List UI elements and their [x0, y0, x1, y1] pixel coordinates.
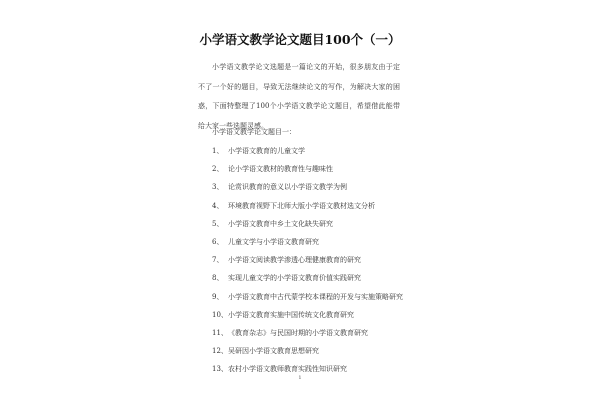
topic-text: 小学语文教育实施中国传统文化教育研究: [228, 310, 354, 319]
topic-text: 论小学语文教材的教育性与趣味性: [228, 165, 333, 174]
topic-item: [212, 201, 462, 219]
topic-text: 儿童文学与小学语文教育研究: [228, 237, 319, 246]
intro-paragraph: 小学语文教学论文选题是一篇论文的开始，很多朋友由于定不了一个好的题目，导致无法继续论文的写作，为解决大家的困惑，下面特整理了100个小学语文教学论文题目，希望借此能带给大家一些选题灵感。: [198, 63, 400, 130]
topic-number: 10、: [212, 310, 228, 319]
topic-item: [212, 310, 462, 328]
topic-text: 农村小学语文教师教育实践性知识研究: [228, 365, 347, 374]
topic-text: 论赏识教育的意义以小学语文教学为例: [228, 183, 347, 192]
topics-subheading: 小学语文教学论文题目一：: [212, 128, 296, 136]
topic-item: [212, 182, 462, 200]
topic-number: 3、: [212, 183, 224, 192]
topic-item: [212, 219, 462, 237]
topic-text: 小学语文教育的儿童文学: [228, 147, 305, 155]
topic-text: 实现儿童文学的小学语文教育价值实践研究: [228, 274, 361, 283]
document-title: 小学语文教学论文题目100个（一）: [199, 32, 401, 47]
topic-text: 小学语文阅读教学渗透心理健康教育的研究: [228, 256, 361, 265]
topic-item: [212, 292, 462, 310]
topic-text: 《教育杂志》与民国时期的小学语文教育研究: [228, 328, 368, 337]
topic-number: 1、: [212, 147, 224, 155]
topic-number: 13、: [212, 365, 228, 374]
topic-number: 9、: [212, 292, 224, 301]
topic-text: 环境教育视野下北师大版小学语文教材选文分析: [228, 201, 375, 210]
topic-item: [212, 273, 462, 291]
topic-text: 小学语文教育中古代蒙学校本课程的开发与实施策略研究: [228, 292, 403, 301]
topic-number: 7、: [212, 256, 224, 265]
topic-number: 6、: [212, 237, 224, 246]
topic-number: 11、: [212, 328, 228, 337]
topic-number: 12、: [212, 347, 228, 356]
topic-list: [212, 146, 462, 382]
topic-item: [212, 146, 462, 164]
topic-item: [212, 255, 462, 273]
topic-item: [212, 328, 462, 346]
topic-item: [212, 237, 462, 255]
page-number: 1: [298, 375, 302, 381]
topic-number: 8、: [212, 274, 224, 283]
topic-item: [212, 164, 462, 182]
topic-item: [212, 346, 462, 364]
topic-number: 4、: [212, 201, 224, 210]
topic-text: 小学语文教育中乡土文化缺失研究: [228, 219, 333, 228]
topic-number: 5、: [212, 219, 224, 228]
topic-text: 吴研因小学语文教育思想研究: [228, 347, 319, 356]
topic-number: 2、: [212, 165, 224, 174]
